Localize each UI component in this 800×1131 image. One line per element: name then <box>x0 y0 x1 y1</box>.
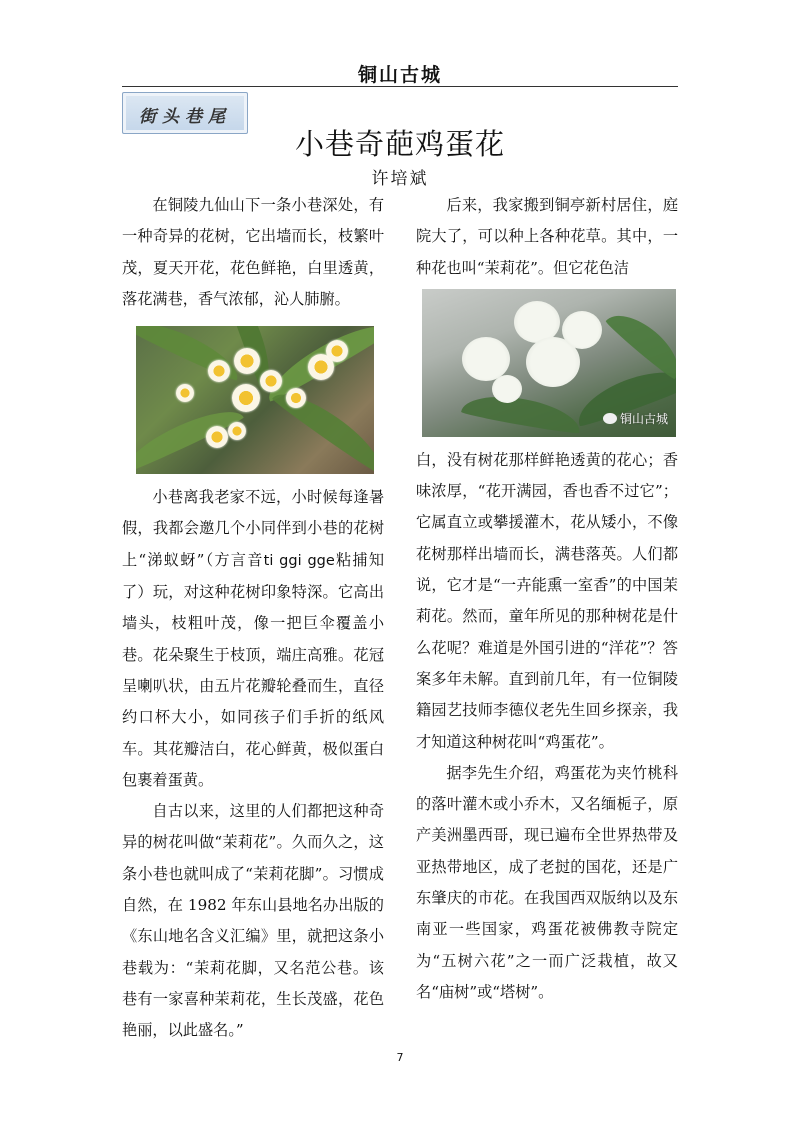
paragraph-childhood <box>122 482 384 796</box>
wechat-icon <box>603 413 617 424</box>
right-column <box>416 190 678 1008</box>
left-column <box>122 190 384 1047</box>
header-divider <box>122 86 678 87</box>
paragraph-new-home: 后来，我家搬到铜亭新村居住，庭院大了，可以种上各种花草。其中，一种花也叫“茉莉花”。但它花色洁 <box>416 196 678 277</box>
paragraph-origin: 据李先生介绍，鸡蛋花为夹竹桃科的落叶灌木或小乔木，又名缅栀子，原产美洲墨西哥，现已遍布全世界热带及亚热带地区，成了老挝的国花，还是广东肇庆的市花。在我国西双版纳以及东南亚一些国家，鸡蛋花被佛教寺院定为“五树六花”之一而广泛栽植，故又名“庙树”或“塔树”。 <box>416 763 678 1001</box>
section-tag-label: 街头巷尾 <box>139 107 231 127</box>
paragraph-intro: 在铜陵九仙山下一条小巷深处，有一种奇异的花树，它出墙而长，枝繁叶茂，夏天开花，花色鲜艳，白里透黄，落花满巷，香气浓郁，沁人肺腑。 <box>122 196 384 308</box>
frangipani-photo <box>136 326 374 474</box>
article-author: 许培斌 <box>371 169 429 189</box>
photo-watermark <box>603 410 668 427</box>
article-title: 小巷奇葩鸡蛋花 <box>294 127 505 161</box>
dialect-pronunciation: ti ggi gge <box>263 552 335 569</box>
paragraph-history: 自古以来，这里的人们都把这种奇异的树花叫做“茉莉花”。久而久之，这条小巷也就叫成了“茉莉花脚”。习惯成自然，在 1982 年东山县地名办出版的《东山地名含义汇编》里，就把这条小巷载为：“茉莉花脚，又名范公巷。该巷有一家喜种茉莉花，生长茂盛，花色艳丽，以此盛名。” <box>122 802 384 1040</box>
page-number: 7 <box>396 1051 404 1064</box>
paragraph-childhood-part2: 粘捕知了）玩，对这种花树印象特深。它高出墙头，枝粗叶茂，像一把巨伞覆盖小巷。花朵聚生于枝顶，端庄高雅。花冠呈喇叭状，由五片花瓣轮叠而生，直径约口杯大小，如同孩子们手折的纸风车。其花瓣洁白，花心鲜黄，极似蛋白包裹着蛋黄。 <box>122 550 385 789</box>
paragraph-childhood-part1: 小巷离我老家不远，小时候每逢暑假，我都会邀几个小同伴到小巷的花树上“涕蚁蚜”（方言音 <box>122 488 384 569</box>
photo-watermark-label: 铜山古城 <box>619 411 668 426</box>
paragraph-jasmine: 白，没有树花那样鲜艳透黄的花心；香味浓厚，“花开满园，香也香不过它”；它属直立或攀援灌木，花从矮小，不像花树那样出墙而长，满巷落英。人们都说，它才是“一卉能熏一室香”的中国茉莉花。然而，童年所见的那种树花是什么花呢？难道是外国引进的“洋花”？答案多年未解。直到前几年，有一位铜陵籍园艺技师李德仪老先生回乡探亲，我才知道这种树花叫“鸡蛋花”。 <box>416 450 678 751</box>
magazine-header-title: 铜山古城 <box>357 64 442 86</box>
jasmine-photo <box>422 289 676 437</box>
